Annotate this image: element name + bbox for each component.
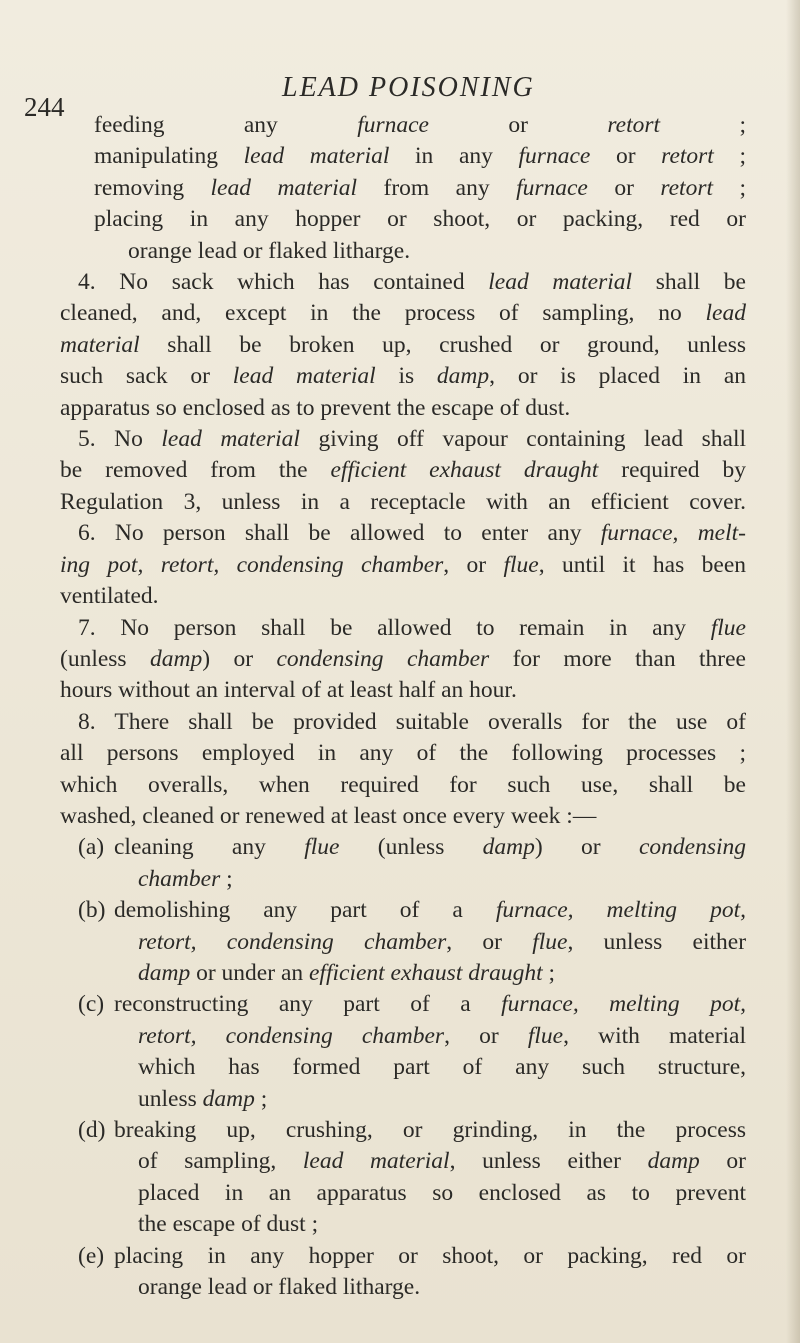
- text-run: or: [699, 1148, 746, 1175]
- item-label: (b): [78, 897, 106, 924]
- italic-term: flue: [710, 614, 746, 641]
- italic-term: damp: [202, 1085, 255, 1112]
- page-edge-shadow: [786, 0, 800, 1343]
- text-line: [114, 895, 746, 926]
- italic-term: lead material: [302, 1148, 450, 1175]
- text-line: placing in any hopper or shoot, or packing, red or: [114, 1242, 746, 1269]
- italic-term: lead: [705, 300, 746, 327]
- italic-term: lead material: [243, 143, 390, 170]
- italic-term: damp: [150, 645, 203, 672]
- list-item-c: [60, 989, 746, 1115]
- italic-term: material: [60, 331, 140, 358]
- italic-term: furnace, melting pot,: [495, 897, 746, 924]
- text-run: ;: [542, 959, 556, 986]
- text-run: of sampling,: [138, 1148, 303, 1175]
- item-label: (e): [78, 1242, 105, 1269]
- regulation-4: [60, 267, 746, 298]
- text-line: [60, 141, 746, 172]
- text-run: ) or: [202, 645, 277, 672]
- italic-term: retort, condensing chamber: [138, 928, 447, 955]
- text-line: [114, 989, 746, 1020]
- regulation-8: 8. There shall be provided suitable overalls for the use of: [78, 708, 746, 735]
- text-line: which overalls, when required for such use, shall be: [60, 771, 746, 798]
- italic-term: flue: [532, 928, 568, 955]
- text-run: , or: [443, 551, 504, 578]
- text-run: or: [587, 174, 661, 201]
- text-run: or under an: [190, 959, 309, 986]
- text-line: orange lead or flaked litharge.: [128, 237, 411, 264]
- italic-term: lead material: [161, 426, 300, 453]
- text-run: (unless: [339, 834, 483, 861]
- item-label: (a): [78, 834, 105, 861]
- text-run: ;: [660, 112, 746, 138]
- text-run: is: [375, 363, 437, 390]
- italic-term: furnace, melting pot,: [501, 991, 746, 1018]
- text-line: which has formed part of any such structure,: [138, 1054, 746, 1081]
- text-run: required by: [598, 457, 746, 484]
- italic-term: damp: [647, 1148, 700, 1175]
- list-item-e: [60, 1241, 746, 1304]
- text-line: all persons employed in any of the following processes ;: [60, 740, 746, 767]
- running-title: LEAD POISONING: [282, 72, 535, 103]
- list-item-d: [60, 1115, 746, 1241]
- text-line: [60, 550, 746, 581]
- italic-term: flue: [503, 551, 539, 578]
- text-run: , with material: [563, 1022, 747, 1049]
- text-line: [60, 110, 746, 141]
- text-run: cleaned, and, except in the process of sampling, no: [60, 300, 706, 327]
- text-run: ;: [713, 174, 746, 201]
- item-label: (c): [78, 991, 105, 1018]
- italic-term: damp: [482, 834, 535, 861]
- text-run: for more than three: [489, 645, 746, 672]
- italic-term: damp: [138, 959, 191, 986]
- text-line: [114, 958, 746, 989]
- regulation-7: [60, 613, 746, 644]
- text-run: cleaning any: [114, 834, 305, 861]
- italic-term: damp: [436, 363, 490, 390]
- text-run: (unless: [60, 645, 150, 672]
- italic-term: retort: [607, 112, 661, 138]
- page-number: 244: [24, 92, 65, 122]
- text-run: removing: [94, 174, 211, 201]
- text-run: 7. No person shall be allowed to remain in any: [78, 614, 711, 641]
- italic-term: flue: [527, 1022, 564, 1049]
- text-line: Regulation 3, unless in a receptacle with an efficient cover.: [60, 488, 746, 515]
- text-run: , or is placed in an: [489, 363, 746, 390]
- italic-term: flue: [304, 834, 340, 861]
- text-line: [60, 330, 746, 361]
- text-run: unless: [138, 1085, 203, 1112]
- text-run: ) or: [534, 834, 639, 861]
- text-line: orange lead or flaked litharge.: [138, 1274, 421, 1301]
- italic-term: lead material: [488, 269, 633, 296]
- text-run: giving off vapour containing lead shall: [299, 426, 747, 453]
- text-run: demolishing any part of a: [114, 897, 496, 924]
- text-run: be removed from the: [60, 457, 331, 484]
- text-line: placing in any hopper or shoot, or packing, red or: [94, 206, 746, 233]
- text-run: reconstructing any part of a: [114, 991, 502, 1018]
- italic-term: efficient exhaust draught: [309, 959, 543, 986]
- italic-term: lead material: [232, 363, 376, 390]
- text-run: manipulating: [94, 143, 244, 170]
- text-line: [60, 173, 746, 204]
- text-run: , or: [446, 928, 533, 955]
- italic-term: retort: [660, 174, 714, 201]
- text-run: or: [429, 112, 608, 138]
- italic-term: retort: [661, 143, 714, 170]
- italic-term: ing pot, retort, condensing chamber: [60, 551, 444, 578]
- text-run: , unless either: [449, 1148, 648, 1175]
- text-run: in any: [389, 143, 519, 170]
- item-label: (d): [78, 1117, 106, 1143]
- text-run: 4. No sack which has contained: [78, 269, 489, 296]
- text-run: 5. No: [78, 426, 162, 453]
- italic-term: furnace: [516, 174, 588, 201]
- text-line: placed in an apparatus so enclosed as to prevent: [138, 1179, 746, 1206]
- text-run: such sack or: [60, 363, 233, 390]
- italic-term: furnace, melt-: [600, 520, 746, 547]
- text-line: [114, 1146, 746, 1177]
- text-run: shall be: [632, 269, 746, 296]
- italic-term: lead material: [210, 174, 358, 201]
- text-line: breaking up, crushing, or grinding, in the process: [114, 1117, 746, 1143]
- text-line: ventilated.: [60, 583, 159, 610]
- text-run: or: [590, 143, 662, 170]
- page-body: [60, 110, 746, 1303]
- italic-term: condensing chamber: [276, 645, 490, 672]
- text-line: [114, 864, 746, 895]
- text-run: from any: [357, 174, 517, 201]
- italic-term: furnace: [518, 143, 591, 170]
- text-line: [114, 1084, 746, 1115]
- regulation-6: [60, 518, 746, 549]
- text-line: [60, 455, 746, 486]
- text-run: ;: [220, 865, 233, 892]
- italic-term: retort, condensing chamber: [138, 1022, 445, 1049]
- text-line: [114, 1021, 746, 1052]
- text-run: , until it has been: [538, 551, 746, 578]
- italic-term: condensing: [638, 834, 747, 861]
- text-line: [60, 361, 746, 392]
- italic-term: furnace: [357, 112, 429, 138]
- text-run: ;: [254, 1085, 268, 1112]
- text-line: the escape of dust ;: [138, 1211, 319, 1238]
- text-line: hours without an interval of at least half an hour.: [60, 677, 517, 704]
- text-run: shall be broken up, crushed or ground, unless: [139, 331, 746, 358]
- text-run: feeding any: [94, 112, 358, 138]
- text-line: apparatus so enclosed as to prevent the escape of dust.: [60, 394, 571, 421]
- text-line: washed, cleaned or renewed at least once every week :—: [60, 802, 597, 829]
- list-item-b: [60, 895, 746, 989]
- regulation-5: [60, 424, 746, 455]
- text-run: 6. No person shall be allowed to enter any: [78, 520, 601, 547]
- text-run: , unless either: [567, 928, 747, 955]
- italic-term: chamber: [138, 865, 221, 892]
- italic-term: efficient exhaust draught: [330, 457, 599, 484]
- text-line: [114, 832, 746, 863]
- text-run: ;: [713, 143, 747, 170]
- text-line: [60, 644, 746, 675]
- text-run: , or: [444, 1022, 528, 1049]
- list-item-a: [60, 832, 746, 895]
- text-line: [60, 298, 746, 329]
- text-line: [114, 927, 746, 958]
